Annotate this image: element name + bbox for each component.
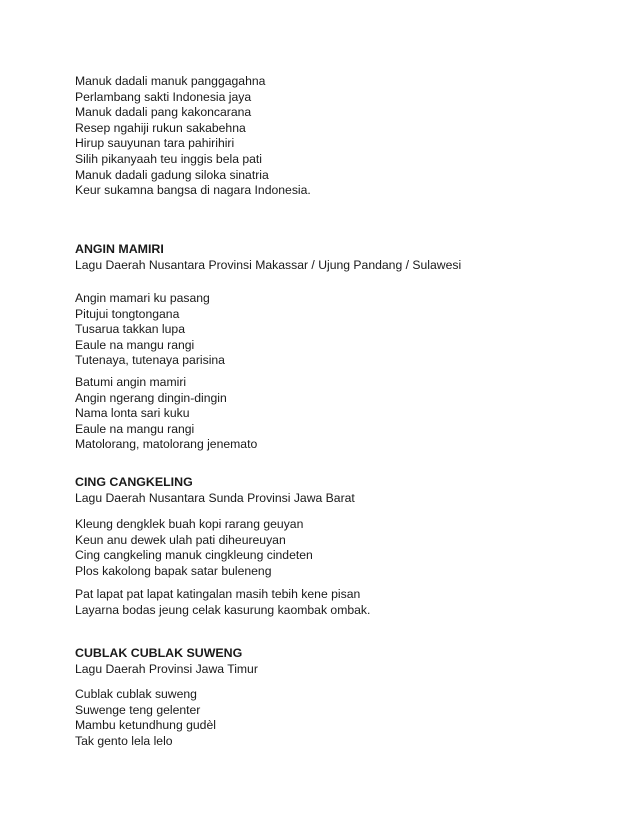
song-angin-mamiri <box>75 241 595 273</box>
lyric-line: Pitujui tongtongana <box>75 306 180 321</box>
lyric-line: Suwenge teng gelenter <box>75 702 201 717</box>
lyric-line: Silih pikanyaah teu inggis bela pati <box>75 151 263 166</box>
song-cublak-cublak-suweng <box>75 645 595 677</box>
lyric-line: Cublak cublak suweng <box>75 687 197 701</box>
song-title: ANGIN MAMIRI <box>75 242 164 256</box>
lyric-line: Eaule na mangu rangi <box>75 421 195 436</box>
song-stanza <box>75 587 595 618</box>
lyric-line: Angin mamari ku pasang <box>75 291 210 305</box>
song-subtitle: Lagu Daerah Provinsi Jawa Timur <box>75 662 258 676</box>
lyric-line: Hirup sauyunan tara pahirihiri <box>75 136 235 151</box>
song-subtitle: Lagu Daerah Nusantara Sunda Provinsi Jawa Barat <box>75 491 355 505</box>
lyric-line: Manuk dadali gadung siloka sinatria <box>75 167 269 182</box>
song-stanza <box>75 291 595 369</box>
lyric-line: Keur sukamna bangsa di nagara Indonesia. <box>75 183 311 198</box>
lyric-line: Eaule na mangu rangi <box>75 337 195 352</box>
lyric-line: Tak gento lela lelo <box>75 733 173 748</box>
lyric-line: Resep ngahiji rukun sakabehna <box>75 120 246 135</box>
song-stanza <box>75 375 595 453</box>
lyric-line: Matolorang, matolorang jenemato <box>75 437 258 452</box>
song-cing-cangkeling <box>75 474 595 506</box>
lyric-line: Nama lonta sari kuku <box>75 406 190 421</box>
lyric-line: Cing cangkeling manuk cingkleung cindeten <box>75 548 313 563</box>
lyric-line: Mambu ketundhung gudèl <box>75 718 216 733</box>
lyric-line: Kleung dengklek buah kopi rarang geuyan <box>75 517 304 531</box>
song-title: CUBLAK CUBLAK SUWENG <box>75 646 243 660</box>
lyric-line: Batumi angin mamiri <box>75 375 187 389</box>
song-stanza <box>75 517 595 579</box>
lyric-line: Manuk dadali pang kakoncarana <box>75 105 252 120</box>
lyric-line: Keun anu dewek ulah pati diheureuyan <box>75 532 286 547</box>
lyric-line: Angin ngerang dingin-dingin <box>75 390 227 405</box>
lyric-line: Manuk dadali manuk panggagahna <box>75 74 266 88</box>
song-subtitle: Lagu Daerah Nusantara Provinsi Makassar / Ujung Pandang / Sulawesi <box>75 258 462 272</box>
lyric-line: Tusarua takkan lupa <box>75 322 185 337</box>
lyric-line: Pat lapat pat lapat katingalan masih tebih kene pisan <box>75 587 361 601</box>
lyric-line: Tutenaya, tutenaya parisina <box>75 353 225 368</box>
song-title: CING CANGKELING <box>75 475 193 489</box>
lyric-line: Layarna bodas jeung celak kasurung kaombak ombak. <box>75 602 371 617</box>
lyric-line: Plos kakolong bapak satar buleneng <box>75 563 272 578</box>
intro-stanza <box>75 74 595 199</box>
song-stanza <box>75 687 595 749</box>
lyric-line: Perlambang sakti Indonesia jaya <box>75 89 252 104</box>
